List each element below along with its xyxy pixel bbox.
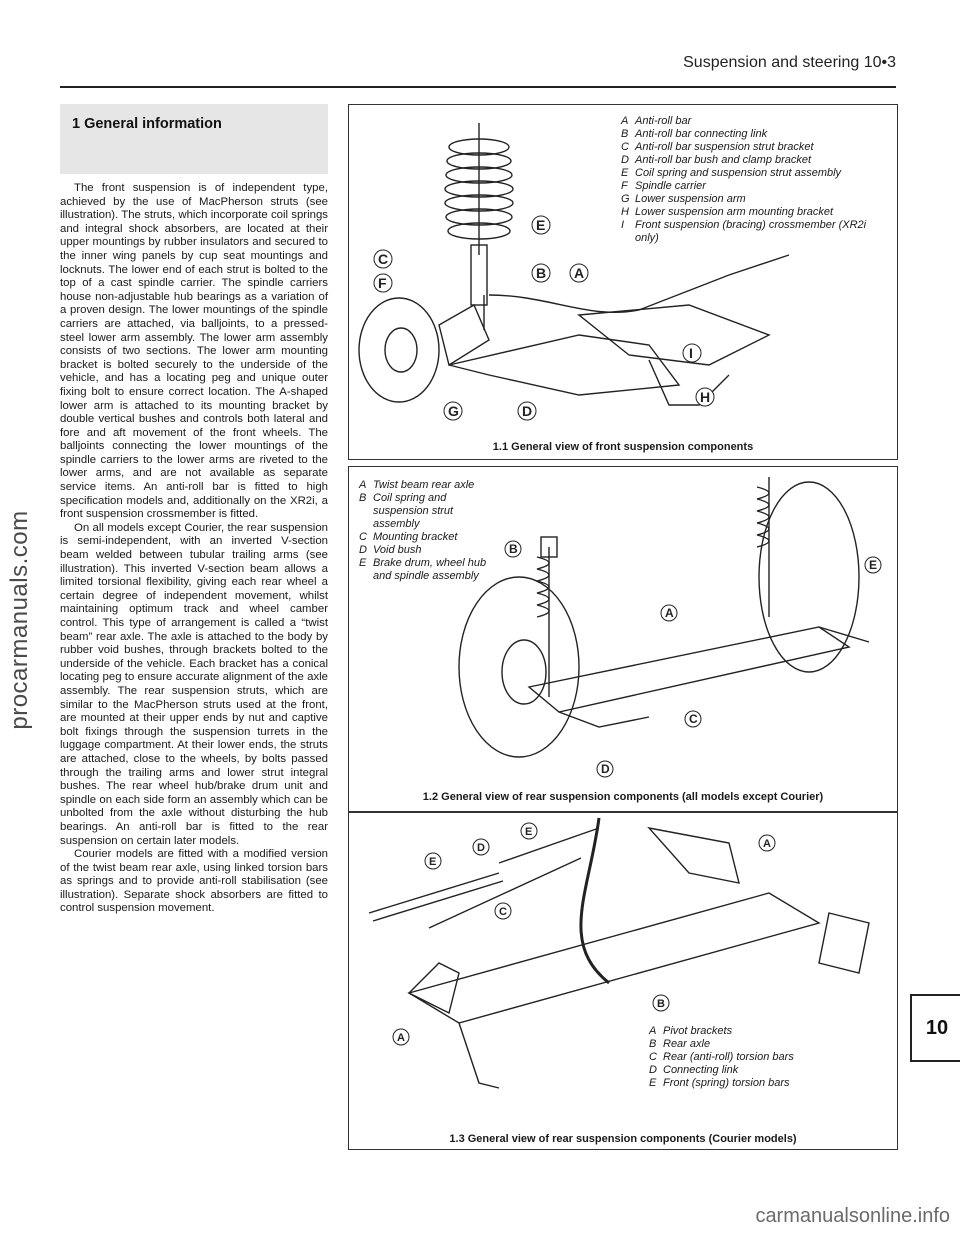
callout-label: C — [499, 906, 507, 918]
legend-item: B Coil spring and suspension strut assembly — [359, 492, 454, 530]
running-header-title: Suspension and steering 10•3 — [683, 54, 896, 71]
figure-rear-suspension — [348, 466, 898, 812]
callout-label: D — [477, 842, 485, 854]
legend-item: E Coil spring and suspension strut assembly — [621, 167, 842, 179]
callout-label: A — [665, 606, 674, 620]
legend-item: D Anti-roll bar bush and clamp bracket — [621, 154, 812, 166]
callout-label: E — [536, 217, 546, 233]
figure-courier-rear-suspension — [348, 812, 898, 1150]
callout-label: C — [378, 251, 389, 267]
callout-label: I — [689, 345, 693, 361]
callout-label: D — [522, 403, 533, 419]
section-heading-box — [60, 104, 328, 174]
legend-item: G Lower suspension arm — [621, 193, 746, 205]
callout-label: A — [397, 1032, 405, 1044]
callout-label: B — [657, 998, 665, 1010]
figure-caption: 1.3 General view of rear suspension components (Courier models) — [449, 1133, 797, 1145]
legend-item: B Anti-roll bar connecting link — [621, 128, 768, 140]
figure-caption: 1.1 General view of front suspension components — [492, 441, 754, 453]
paragraph: Courier models are fitted with a modified version of the twist beam rear axle, using linked torsion bars as springs and to provide anti-roll stabilisation (see illustration). Separate shock absorbers are fitted to control suspension movement. — [60, 848, 328, 915]
callout-label: A — [574, 265, 585, 281]
side-watermark — [2, 470, 38, 770]
side-watermark-text: procarmanuals.com — [6, 510, 33, 730]
callout-label: B — [509, 542, 518, 556]
callout-label: G — [448, 403, 459, 419]
figure-legend — [649, 1025, 869, 1090]
legend-item: F Spindle carrier — [621, 180, 706, 192]
callout-label: E — [869, 558, 878, 572]
callout-label: D — [601, 762, 610, 776]
figure-legend — [621, 115, 891, 245]
legend-item: D Void bush — [359, 544, 422, 556]
legend-item: H Lower suspension arm mounting bracket — [621, 206, 834, 218]
paragraph: The front suspension is of independent type, achieved by the use of MacPherson struts (see illustration). The struts, which incorporate coil springs and integral shock absorbers, are located at their upper mountings by rubber insulators and secured to the inner wing panels by cup seat mountings and locknuts. The lower end of each strut is bolted to the top of a cast spindle carrier. The spindle carriers house non-adjustable hub bearings as a variation of a proven design. The lower mountings of the spindle carriers are attached, via balljoints, to a pressed-steel lower arm assembly. The lower arm assembly consists of two sections. The lower arm mounting bracket is bolted securely to the underside of the vehicle, and has a locating peg and unique outer fixing bolt to ensure correct location. The A-shaped lower arm is attached to its mounting bracket by double vertical bushes and controls both lateral and fore and aft movement of the front wheels. The balljoints connecting the lower mountings of the spindle carriers to the lower arms are riveted to the lower arms, and are not available as separate service items. An anti-roll bar is fitted to high specification models and, additionally on the XR2i, a front suspension crossmember is fitted. — [60, 182, 328, 521]
footer-watermark: carmanualsonline.info — [755, 1205, 950, 1227]
legend-item: C Mounting bracket — [359, 531, 458, 543]
callout-label: H — [700, 389, 711, 405]
paragraph: On all models except Courier, the rear suspension is semi-independent, with an inverted V-section beam welded between tubular trailing arms (see illustration). This inverted V-section beam allows a limited torsional flexibility, giving each rear wheel a certain degree of independent movement, whilst maintaining optimum track and wheel camber control. This type of arrangement is called a “twist beam” rear axle. The axle is attached to the body by rubber void bushes, through brackets bolted to the underside of the vehicle. Each bracket has a conical locating peg to ensure accurate alignment of the axle assembly. The rear suspension struts, which are similar to the MacPherson struts used at the front, are mounted at their upper ends by nut and captive bolt fixings through the suspension turrets in the luggage compartment. At their lower ends, the struts are attached, close to the wheels, by bolts passed through the trailing arms and lower strut integral bushes. The rear wheel hub/brake drum unit and spindle on each side form an assembly which can be unbolted from the axle without disturbing the hub bearings. An anti-roll bar is fitted to the rear suspension on certain later models. — [60, 521, 328, 847]
courier-rear-suspension-illustration — [349, 813, 897, 1149]
legend-item: D Connecting link — [649, 1064, 739, 1076]
legend-item: I Front suspension (bracing) crossmember (XR2i only) — [621, 219, 867, 244]
page-header — [60, 48, 896, 88]
callout-label: A — [763, 838, 771, 850]
legend-item: B Rear axle — [649, 1038, 711, 1050]
callout-label: B — [536, 265, 547, 281]
callout-label: E — [525, 826, 533, 838]
figure-caption: 1.2 General view of rear suspension components (all models except Courier) — [422, 791, 824, 803]
legend-item: C Rear (anti-roll) torsion bars — [649, 1051, 794, 1063]
chapter-tab: 10 — [910, 994, 960, 1062]
figure-legend — [359, 479, 499, 583]
legend-item: E Brake drum, wheel hub and spindle assembly — [359, 557, 487, 582]
legend-item: C Anti-roll bar suspension strut bracket — [621, 141, 814, 153]
legend-item: E Front (spring) torsion bars — [649, 1077, 790, 1089]
callout-label: E — [429, 856, 437, 868]
callout-label: F — [378, 275, 387, 291]
figure-front-suspension — [348, 104, 898, 460]
callout-label: C — [689, 712, 698, 726]
body-text-column — [60, 182, 328, 916]
legend-item: A Twist beam rear axle — [359, 479, 475, 491]
section-heading: 1 General information — [72, 116, 222, 132]
legend-item: A Pivot brackets — [649, 1025, 733, 1037]
legend-item: A Anti-roll bar — [621, 115, 692, 127]
